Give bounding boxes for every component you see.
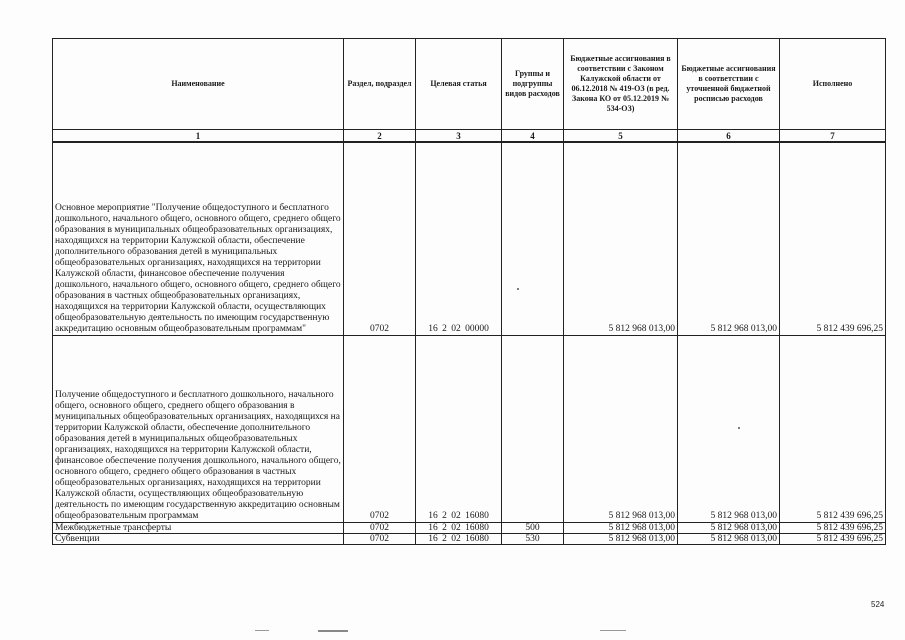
- row-executed: 5 812 439 696,25: [780, 523, 886, 534]
- row-law-allocation: 5 812 968 013,00: [564, 523, 678, 534]
- table-row: [53, 142, 886, 336]
- column-number: 1: [53, 130, 344, 143]
- column-number: 4: [502, 130, 564, 143]
- row-executed: 5 812 439 696,25: [780, 534, 886, 545]
- row-law-allocation: 5 812 968 013,00: [564, 142, 678, 336]
- scan-speck: [517, 288, 519, 290]
- table-header-row: [53, 39, 886, 130]
- scan-mark: [600, 630, 626, 631]
- column-number: 2: [344, 130, 416, 143]
- row-refined-allocation: 5 812 968 013,00: [678, 142, 780, 336]
- header-law-allocations: Бюджетные ассигнования в соответствии с Законом Калужской области от 06.12.2018 № 419-ОЗ (в ред. Закона КО от 05.12.2019 № 534-ОЗ): [564, 39, 678, 130]
- row-section: 0702: [344, 336, 416, 523]
- column-number: 6: [678, 130, 780, 143]
- row-section: 0702: [344, 534, 416, 545]
- row-section: 0702: [344, 523, 416, 534]
- header-refined-allocations: Бюджетные ассигнования в соответствии с уточненной бюджетной росписью расходов: [678, 39, 780, 130]
- scan-mark: [255, 630, 269, 631]
- row-law-allocation: 5 812 968 013,00: [564, 534, 678, 545]
- row-section: 0702: [344, 142, 416, 336]
- table-row: [53, 336, 886, 523]
- header-section: Раздел, подраздел: [344, 39, 416, 130]
- row-name: Основное мероприятие "Получение общедоступного и бесплатного дошкольного, начального общего, основного общего, среднего общего образования в муниципальных общеобразовательных организациях, находящихся на территории Калужской области, обеспечение дополнительного образования детей в муниципальных общеобразовательных организациях, находящихся на территории Калужской области, финансовое обеспечение получения дошкольного, начального общего, основного общего, среднего общего образования в частных общеобразовательных организациях, находящихся на территории Калужской области, осуществляющих общеобразовательную деятельность по имеющим государственную аккредитацию основным общеобразовательным программам": [53, 142, 344, 336]
- row-executed: 5 812 439 696,25: [780, 336, 886, 523]
- header-executed: Исполнено: [780, 39, 886, 130]
- column-number: 3: [416, 130, 502, 143]
- row-expense-group: 530: [502, 534, 564, 545]
- row-name: Межбюджетные трансферты: [53, 523, 344, 534]
- header-name: Наименование: [53, 39, 344, 130]
- row-law-allocation: 5 812 968 013,00: [564, 336, 678, 523]
- row-expense-group: [502, 336, 564, 523]
- row-target-article: 16 2 02 00000: [416, 142, 502, 336]
- row-name: Получение общедоступного и бесплатного дошкольного, начального общего, основного общего, среднего общего образования в муниципальных общеобразовательных организациях, находящихся на территории Калужской области, обеспечение дополнительного образования детей в муниципальных общеобразовательных организациях, находящихся на территории Калужской области, финансовое обеспечение получения дошкольного, начального общего, основного общего, среднего общего образования в частных общеобразовательных организациях, находящихся на территории Калужской области, осуществляющих общеобразовательную деятельность по имеющим государственную аккредитацию основным общеобразовательным программам: [53, 336, 344, 523]
- row-target-article: 16 2 02 16080: [416, 534, 502, 545]
- row-executed: 5 812 439 696,25: [780, 142, 886, 336]
- header-expense-group: Группы и подгруппы видов расходов: [502, 39, 564, 130]
- table-row: [53, 534, 886, 545]
- row-name: Субвенции: [53, 534, 344, 545]
- column-number: 5: [564, 130, 678, 143]
- row-refined-allocation: 5 812 968 013,00: [678, 523, 780, 534]
- row-expense-group: [502, 142, 564, 336]
- row-target-article: 16 2 02 16080: [416, 336, 502, 523]
- scan-speck: [738, 427, 740, 429]
- column-number-row: [53, 130, 886, 143]
- row-expense-group: 500: [502, 523, 564, 534]
- page-number: 524: [871, 600, 885, 609]
- header-target-article: Целевая статья: [416, 39, 502, 130]
- column-number: 7: [780, 130, 886, 143]
- row-refined-allocation: 5 812 968 013,00: [678, 534, 780, 545]
- row-target-article: 16 2 02 16080: [416, 523, 502, 534]
- scan-mark: [318, 630, 348, 632]
- row-refined-allocation: 5 812 968 013,00: [678, 336, 780, 523]
- budget-execution-table: [52, 38, 886, 545]
- table-row: [53, 523, 886, 534]
